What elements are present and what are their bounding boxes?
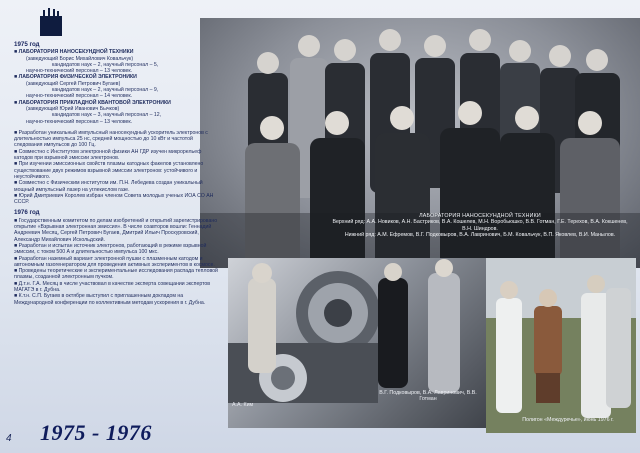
group-top-row: Верхний ряд: А.А. Новиков, А.Н. Бастриков, В.А. Кошелев, М.Н. Воробьюшко, В.В. Готман, Г.Е. Терехов, В.А. Кокшенев, В.Н. Шиндров. — [332, 219, 628, 232]
lab-name: ЛАБОРАТОРИЯ НАНОСЕКУНДНОЙ ТЕХНИКИ — [18, 49, 134, 56]
year-heading-1976: 1976 год — [14, 209, 40, 217]
text-column — [14, 42, 218, 392]
paragraph: ■ Д.т.н. Г.А. Месяц в числе участвовал в качестве эксперта совещании экспертов МАГАТЭ в г. Дубна. — [14, 280, 211, 293]
paragraph: ■ Разработан уникальный импульсный наносекундный ускоритель электронов с длительностью импульса 25 нс, средней мощностью до 10 кВт и частотой следования импульсов до 100 Гц. — [14, 129, 208, 149]
lab-head: (заведующий Юрий Иванович Бычков) — [26, 105, 120, 112]
field-photo — [486, 258, 636, 433]
group-photo-title: ЛАБОРАТОРИЯ НАНОСЕКУНДНОЙ ТЕХНИКИ — [419, 213, 541, 219]
lab-caption-left: А.А. Ким — [232, 402, 254, 408]
lab-entry: ■ ЛАБОРАТОРИЯ НАНОСЕКУНДНОЙ ТЕХНИКИ (заведующий Борис Михайлович Ковальчук) кандидатов наук – 2, научный персонал – 5, научно-технический персонал – 13 человек. — [14, 49, 218, 74]
paragraph: ■ К.т.н. С.П. Бугаев в октябре выступил с приглашенным докладом на Международной конференции по коллективным методам ускорения в г. Дубна. — [14, 293, 206, 306]
paragraph: ■ Разработан и испытан источник электронов, работающий в режиме взрывной эмиссии, с током 500 А и длительностью импульса 100 мкс. — [14, 242, 207, 256]
paragraph: ■ При изучении эмиссионных свойств плазмы катодных факелов установлено существование двух режимов взрывной эмиссии электронов: устойчивого и неустойчивого. — [14, 161, 204, 180]
paragraph: ■ Государственным комитетом по делам изобретений и открытий зарегистрировано открытие «Взрывная электронная эмиссия». В числе соавторов вошли: Геннадий Андреевич Месяц, Сергей Петрович Бугаев, Дмитрий Ильич Проскуровский, Александр Михайлович Искольдский. — [14, 217, 218, 243]
lab-caption-right: В.Г. Подковыров, В.А. Лавринович, В.В. Готман — [379, 390, 477, 403]
lab-head: (заведующий Сергей Петрович Бугаев) — [26, 80, 121, 87]
paragraph: ■ Разработан наземный вариант электронной пушки с плазменным катодом и автономным газогенератором для проведения активных экспериментов в космосе. — [14, 255, 215, 268]
paragraph: ■ Юрий Дмитриевич Королев избран членом Совета молодых ученых ИОА СО АН СССР. — [14, 192, 214, 206]
lab-head: (заведующий Борис Михайлович Ковальчук) — [26, 55, 134, 62]
field-caption: Полигон «Междуречье», июнь 1976 г. — [522, 417, 614, 423]
page-number: 4 — [6, 433, 12, 444]
lab-entry: ■ ЛАБОРАТОРИЯ ФИЗИЧЕСКОЙ ЭЛЕКТРОНИКИ (заведующий Сергей Петрович Бугаев) кандидатов наук – 2, научный персонал – 9, научно-технический персонал – 14 человек. — [14, 74, 218, 99]
lab-staff: научно-технический персонал – 13 человек. — [26, 118, 133, 125]
lab-name: ЛАБОРАТОРИЯ ПРИКЛАДНОЙ КВАНТОВОЙ ЭЛЕКТРОНИКИ — [18, 99, 171, 106]
group-photo-caption — [330, 213, 630, 239]
year-heading-1975: 1975 год — [14, 41, 40, 48]
lab-stats: кандидатов наук – 3, научный персонал – 12, — [52, 112, 162, 119]
paragraph: ■ Проведены теоретические и экспериментальные исследования распада тепловой плазмы, созданной электронным пучком. — [14, 268, 218, 281]
lab-staff: научно-технический персонал – 13 человек. — [26, 68, 133, 75]
lab-name: ЛАБОРАТОРИЯ ФИЗИЧЕСКОЙ ЭЛЕКТРОНИКИ — [18, 74, 137, 81]
year-range-title: 1975 - 1976 — [40, 420, 152, 445]
paragraph: ■ Совместно с Физическим институтом им. П.Н. Лебедева создан уникальный мощный импульсный лазер на углекислом газе. — [14, 180, 203, 193]
folder-icon — [38, 8, 64, 38]
lab-stats: кандидатов наук – 2, научный персонал – 5, — [52, 61, 159, 68]
paragraph: ■ Совместно с Институтом электронной физики АН ГДР изучен микрорельеф катодов при взрывной эмиссии электронов. — [14, 148, 202, 162]
lab-stats: кандидатов наук – 2, научный персонал – 9, — [52, 87, 159, 94]
lab-staff: научно-технический персонал – 14 человек. — [26, 93, 133, 100]
lab-entry: ■ ЛАБОРАТОРИЯ ПРИКЛАДНОЙ КВАНТОВОЙ ЭЛЕКТРОНИКИ (заведующий Юрий Иванович Бычков) кандидатов наук – 3, научный персонал – 12, научно-технический персонал – 13 человек. — [14, 100, 218, 125]
group-bottom-row: Нижний ряд: А.М. Ефремов, В.Г. Подковыров, В.А. Лавринович, Б.М. Ковальчук, В.П. Яковлев, В.И. Манылов. — [344, 232, 616, 239]
